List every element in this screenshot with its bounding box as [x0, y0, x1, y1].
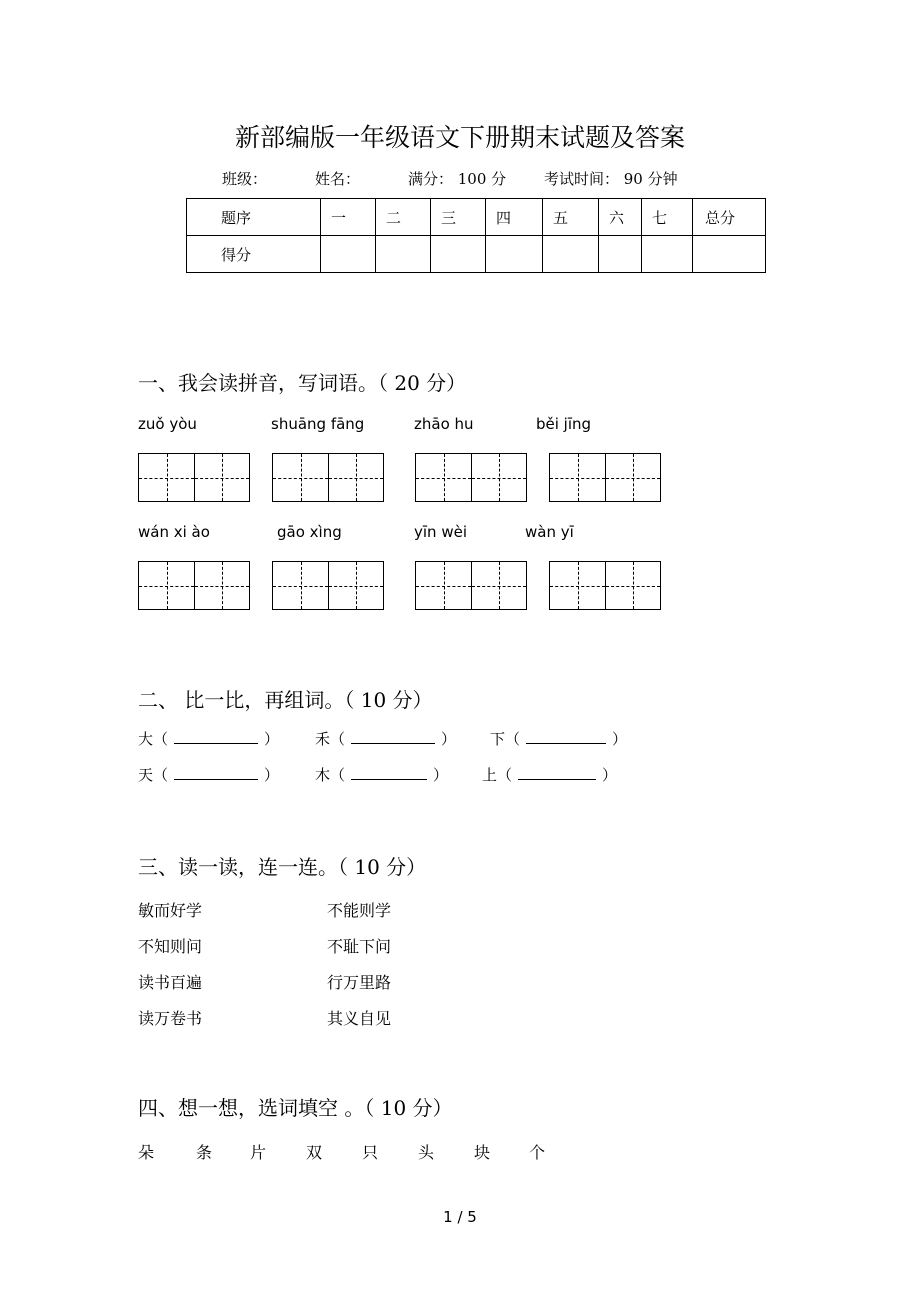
match-right-item[interactable]: 不能则学: [327, 901, 392, 920]
section-1-title: 一、我会读拼音，写词语。（ 20 分）: [138, 371, 467, 395]
match-left-item[interactable]: 读万卷书: [138, 1009, 203, 1028]
score-input-cell[interactable]: [642, 236, 693, 273]
measure-word: 头: [418, 1143, 435, 1162]
writing-cell[interactable]: [550, 562, 605, 609]
full-score-label: 满分： 100 分: [408, 170, 507, 188]
score-input-cell[interactable]: [376, 236, 431, 273]
compare-char: 木: [315, 766, 331, 784]
pinyin-label: yīn wèi: [414, 523, 467, 541]
score-input-cell[interactable]: [543, 236, 599, 273]
score-row-label: 得分: [187, 236, 321, 273]
match-left-item[interactable]: 读书百遍: [138, 973, 203, 992]
writing-cell[interactable]: [139, 562, 194, 609]
pinyin-label: wàn yī: [525, 523, 574, 541]
match-right-item[interactable]: 不耻下问: [327, 937, 392, 956]
score-table-header-row: [187, 199, 766, 236]
writing-cell[interactable]: [194, 562, 249, 609]
measure-word: 块: [474, 1143, 491, 1162]
match-right-item[interactable]: 行万里路: [327, 973, 392, 992]
answer-blank[interactable]: [526, 729, 606, 744]
pinyin-label: gāo xìng: [277, 523, 342, 541]
score-header-cell: 一: [321, 199, 376, 236]
score-input-cell[interactable]: [486, 236, 543, 273]
writing-grid[interactable]: [549, 453, 661, 502]
measure-word: 双: [306, 1143, 323, 1162]
writing-cell[interactable]: [273, 454, 328, 501]
page-title: 新部编版一年级语文下册期末试题及答案: [234, 123, 685, 152]
writing-cell[interactable]: [139, 454, 194, 501]
writing-cell[interactable]: [416, 454, 471, 501]
writing-grid[interactable]: [415, 453, 527, 502]
score-input-cell[interactable]: [431, 236, 486, 273]
compare-item: 下（ ）: [490, 730, 628, 748]
score-header-cell: 七: [642, 199, 693, 236]
pinyin-label: zuǒ yòu: [138, 415, 197, 433]
answer-blank[interactable]: [174, 765, 258, 780]
measure-word: 只: [362, 1143, 379, 1162]
answer-blank[interactable]: [351, 765, 427, 780]
score-input-cell[interactable]: [599, 236, 642, 273]
score-header-cell: 总分: [693, 199, 766, 236]
writing-cell[interactable]: [328, 562, 383, 609]
writing-cell[interactable]: [273, 562, 328, 609]
writing-grid[interactable]: [415, 561, 527, 610]
score-input-cell[interactable]: [321, 236, 376, 273]
score-header-cell: 五: [543, 199, 599, 236]
compare-char: 禾: [315, 730, 331, 748]
writing-grid[interactable]: [138, 453, 250, 502]
compare-item: 禾（ ）: [315, 730, 457, 748]
writing-cell[interactable]: [605, 562, 660, 609]
pinyin-label: běi jīng: [536, 415, 592, 433]
writing-cell[interactable]: [194, 454, 249, 501]
writing-cell[interactable]: [471, 562, 526, 609]
compare-char: 上: [482, 766, 498, 784]
measure-word: 条: [196, 1143, 213, 1162]
writing-cell[interactable]: [471, 454, 526, 501]
answer-blank[interactable]: [174, 729, 258, 744]
section-4-title: 四、想一想，选词填空 。（ 10 分）: [138, 1096, 453, 1120]
score-header-cell: 六: [599, 199, 642, 236]
section-3-title: 三、读一读，连一连。（ 10 分）: [138, 855, 427, 879]
score-table: [186, 198, 766, 273]
pinyin-label: zhāo hu: [414, 415, 474, 433]
score-table-score-row: [187, 236, 766, 273]
score-header-cell: 三: [431, 199, 486, 236]
writing-cell[interactable]: [328, 454, 383, 501]
compare-char: 天: [138, 766, 154, 784]
writing-cell[interactable]: [605, 454, 660, 501]
measure-word: 个: [529, 1143, 546, 1162]
measure-word: 片: [250, 1143, 267, 1162]
section-2-title: 二、 比一比，再组词。（ 10 分）: [138, 688, 433, 712]
match-left-item[interactable]: 不知则问: [138, 937, 203, 956]
writing-grid[interactable]: [138, 561, 250, 610]
compare-item: 上（ ）: [482, 766, 618, 784]
writing-cell[interactable]: [416, 562, 471, 609]
compare-char: 大: [138, 730, 154, 748]
class-label: 班级：: [222, 170, 268, 188]
compare-char: 下: [490, 730, 506, 748]
score-input-cell[interactable]: [693, 236, 766, 273]
pinyin-label: shuāng fāng: [271, 415, 365, 433]
match-left-item[interactable]: 敏而好学: [138, 901, 203, 920]
compare-item: 天（ ）: [138, 766, 280, 784]
answer-blank[interactable]: [351, 729, 435, 744]
exam-time-label: 考试时间： 90 分钟: [544, 170, 678, 188]
answer-blank[interactable]: [518, 765, 596, 780]
writing-grid[interactable]: [272, 561, 384, 610]
writing-cell[interactable]: [550, 454, 605, 501]
writing-grid[interactable]: [549, 561, 661, 610]
match-right-item[interactable]: 其义自见: [327, 1009, 392, 1028]
score-header-cell: 题序: [187, 199, 321, 236]
compare-item: 大（ ）: [138, 730, 280, 748]
score-header-cell: 二: [376, 199, 431, 236]
score-header-cell: 四: [486, 199, 543, 236]
name-label: 姓名：: [315, 170, 361, 188]
pinyin-label: wán xi ào: [138, 523, 210, 541]
compare-item: 木（ ）: [315, 766, 449, 784]
page-number: 1 / 5: [443, 1208, 477, 1226]
measure-word: 朵: [138, 1143, 155, 1162]
writing-grid[interactable]: [272, 453, 384, 502]
